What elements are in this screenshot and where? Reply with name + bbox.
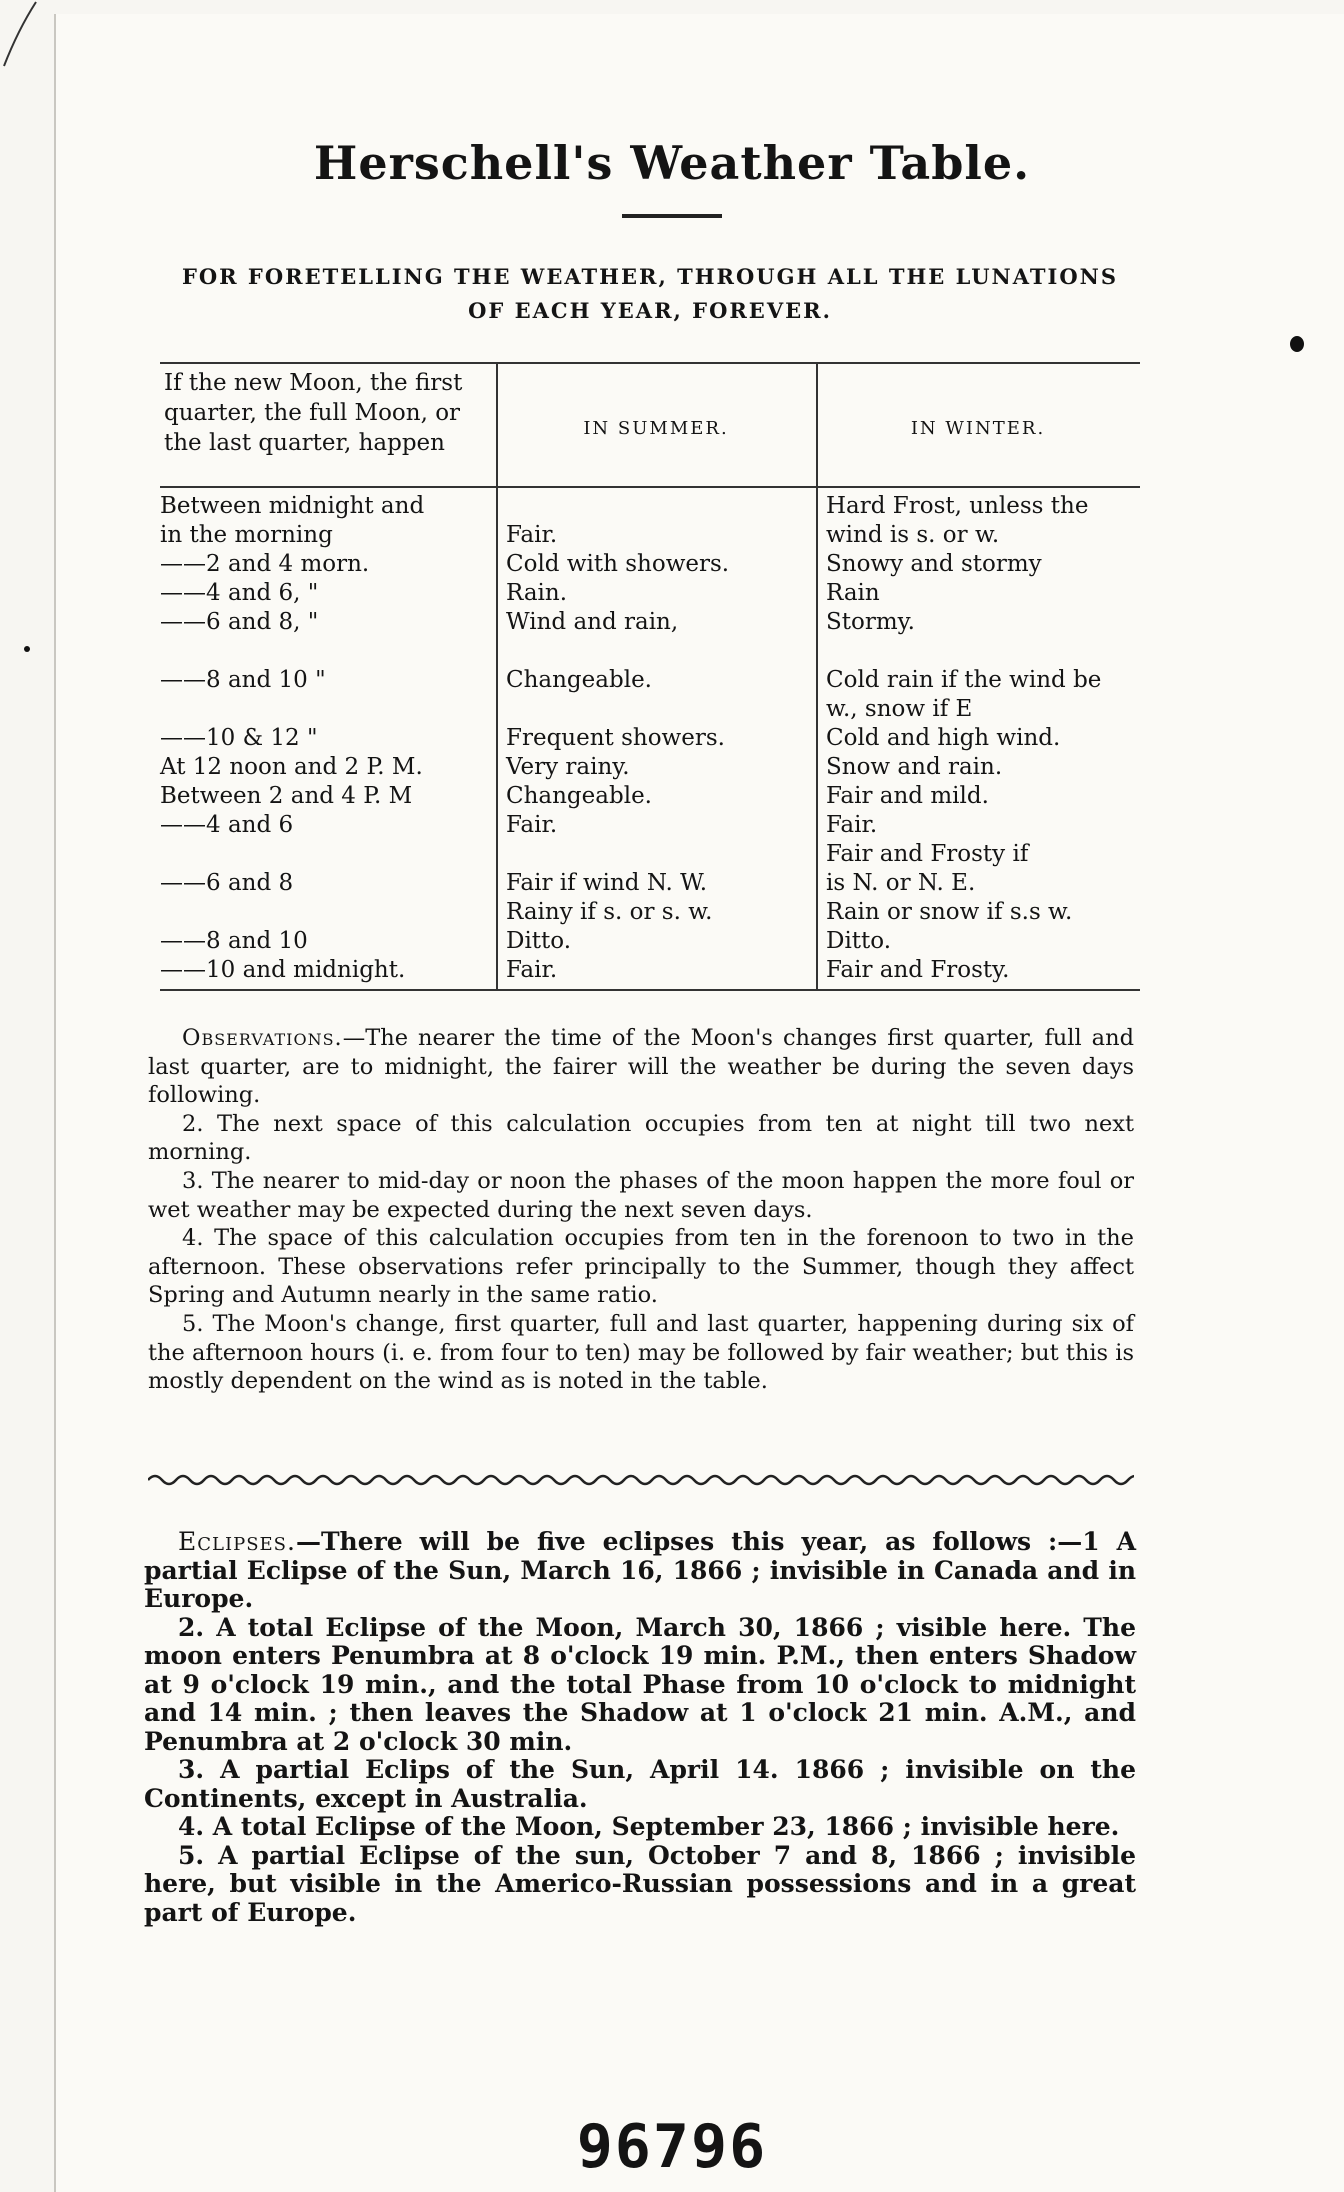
ink-dot-left <box>24 646 30 652</box>
row-time: ——2 and 4 morn. <box>160 551 370 577</box>
row-time: Between 2 and 4 P. M <box>160 783 413 809</box>
row-time: ——6 and 8 <box>160 870 294 896</box>
row-winter: Rain <box>826 580 880 606</box>
row-winter: Fair and mild. <box>826 783 989 809</box>
row-winter: Hard Frost, unless the wind is s. or w. <box>826 493 1089 548</box>
observation-paragraph: 4. The space of this calculation occupies from ten in the forenoon to two in the afternoon. These observations refer principally to the Summer, though they affect Spring and Autumn nearly in the same ratio. <box>148 1225 1134 1309</box>
table-divider <box>816 364 818 989</box>
row-winter: Stormy. <box>826 609 915 635</box>
row-winter: Fair. <box>826 812 878 838</box>
observation-paragraph <box>148 1024 1134 1110</box>
row-summer: Fair. <box>506 522 558 548</box>
subtitle <box>150 260 1150 328</box>
wavy-divider <box>148 1470 1134 1490</box>
row-winter: Fair and Frosty. <box>826 957 1010 983</box>
row-time: ——4 and 6 <box>160 812 294 838</box>
observations-lead: Observations. <box>182 1025 343 1051</box>
table-header-rule <box>160 486 1140 488</box>
row-winter: Snowy and stormy <box>826 551 1042 577</box>
eclipses-section <box>144 1528 1136 1927</box>
row-summer: Wind and rain, <box>506 609 679 635</box>
weather-table <box>160 362 1140 991</box>
header-summer: IN SUMMER. <box>583 418 729 439</box>
row-time: ——8 and 10 <box>160 928 308 954</box>
row-time: ——8 and 10 " <box>160 667 326 693</box>
observation-paragraph: 3. The nearer to mid-day or noon the phases of the moon happen the more foul or wet weather may be expected during the next seven days. <box>148 1167 1134 1223</box>
eclipse-paragraph: 3. A partial Eclips of the Sun, April 14. 1866 ; invisible on the Continents, except in Australia. <box>144 1755 1136 1813</box>
row-summer: Fair. <box>506 812 558 838</box>
row-time: ——4 and 6, " <box>160 580 319 606</box>
row-summer: Changeable. <box>506 783 652 809</box>
row-time: Between midnight and in the morning <box>160 493 425 548</box>
observation-text: —The nearer the time of the Moon's changes first quarter, full and last quarter, are to midnight, the fairer will the weather be during the seven days following. <box>148 1025 1134 1109</box>
row-summer: Cold with showers. <box>506 551 730 577</box>
row-winter: Cold rain if the wind be w., snow if E <box>826 667 1102 722</box>
subtitle-line-1: FOR FORETELLING THE WEATHER, THROUGH ALL THE LUNATIONS <box>181 264 1119 289</box>
row-winter: Fair and Frosty if is N. or N. E. Rain or snow if s.s w. <box>826 841 1073 925</box>
catalog-number: 96796 <box>576 2112 768 2182</box>
eclipse-paragraph <box>144 1528 1136 1614</box>
observations-section <box>148 1024 1134 1396</box>
row-time: ——10 & 12 " <box>160 725 318 751</box>
observation-paragraph: 5. The Moon's change, first quarter, full and last quarter, happening during six of the afternoon hours (i. e. from four to ten) may be followed by fair weather; but this is mostly dependent on the wind as is noted in the table. <box>148 1310 1134 1395</box>
row-winter: Cold and high wind. <box>826 725 1061 751</box>
row-time: ——6 and 8, " <box>160 609 319 635</box>
row-summer: Fair if wind N. W. Rainy if s. or s. w. <box>506 870 713 925</box>
eclipse-text: —There will be five eclipses this year, as follows :—1 A partial Eclipse of the Sun, March 16, 1866 ; invisible in Canada and in Europe. <box>144 1527 1136 1613</box>
row-time: At 12 noon and 2 P. M. <box>160 754 423 780</box>
row-summer: Very rainy. <box>506 754 630 780</box>
row-summer: Frequent showers. <box>506 725 725 751</box>
header-moon-phase: If the new Moon, the first quarter, the full Moon, or the last quarter, happen <box>164 370 463 456</box>
ink-dot-right <box>1290 336 1304 352</box>
table-divider <box>496 364 498 989</box>
row-summer: Rain. <box>506 580 568 606</box>
eclipse-paragraph: 4. A total Eclipse of the Moon, September 23, 1866 ; invisible here. <box>178 1812 1120 1841</box>
observation-paragraph: 2. The next space of this calculation occupies from ten at night till two next morning. <box>148 1110 1134 1166</box>
row-time: ——10 and midnight. <box>160 957 406 983</box>
page-title: Herschell's Weather Table. <box>313 136 1031 190</box>
eclipse-paragraph: 2. A total Eclipse of the Moon, March 30, 1866 ; visible here. The moon enters Penumbra at 8 o'clock 19 min. P.M., then enters Shadow at 9 o'clock 19 min., and the total Phase from 10 o'clock to midnight and 14 min. ; then leaves the Shadow at 1 o'clock 21 min. A.M., and Penumbra at 2 o'clock 30 min. <box>144 1612 1136 1756</box>
eclipse-paragraph: 5. A partial Eclipse of the sun, October 7 and 8, 1866 ; invisible here, but visible in the Americo-Russian possessions and in a great part of Europe. <box>144 1840 1136 1927</box>
row-summer: Changeable. <box>506 667 652 693</box>
row-winter: Snow and rain. <box>826 754 1003 780</box>
row-summer: Fair. <box>506 957 558 983</box>
subtitle-line-2: OF EACH YEAR, FOREVER. <box>468 298 832 323</box>
title-rule <box>622 214 722 218</box>
header-winter: IN WINTER. <box>910 418 1046 439</box>
row-summer: Ditto. <box>506 928 572 954</box>
row-winter: Ditto. <box>826 928 892 954</box>
corner-scan-mark <box>0 0 40 70</box>
eclipses-lead: Eclipses. <box>178 1527 296 1556</box>
